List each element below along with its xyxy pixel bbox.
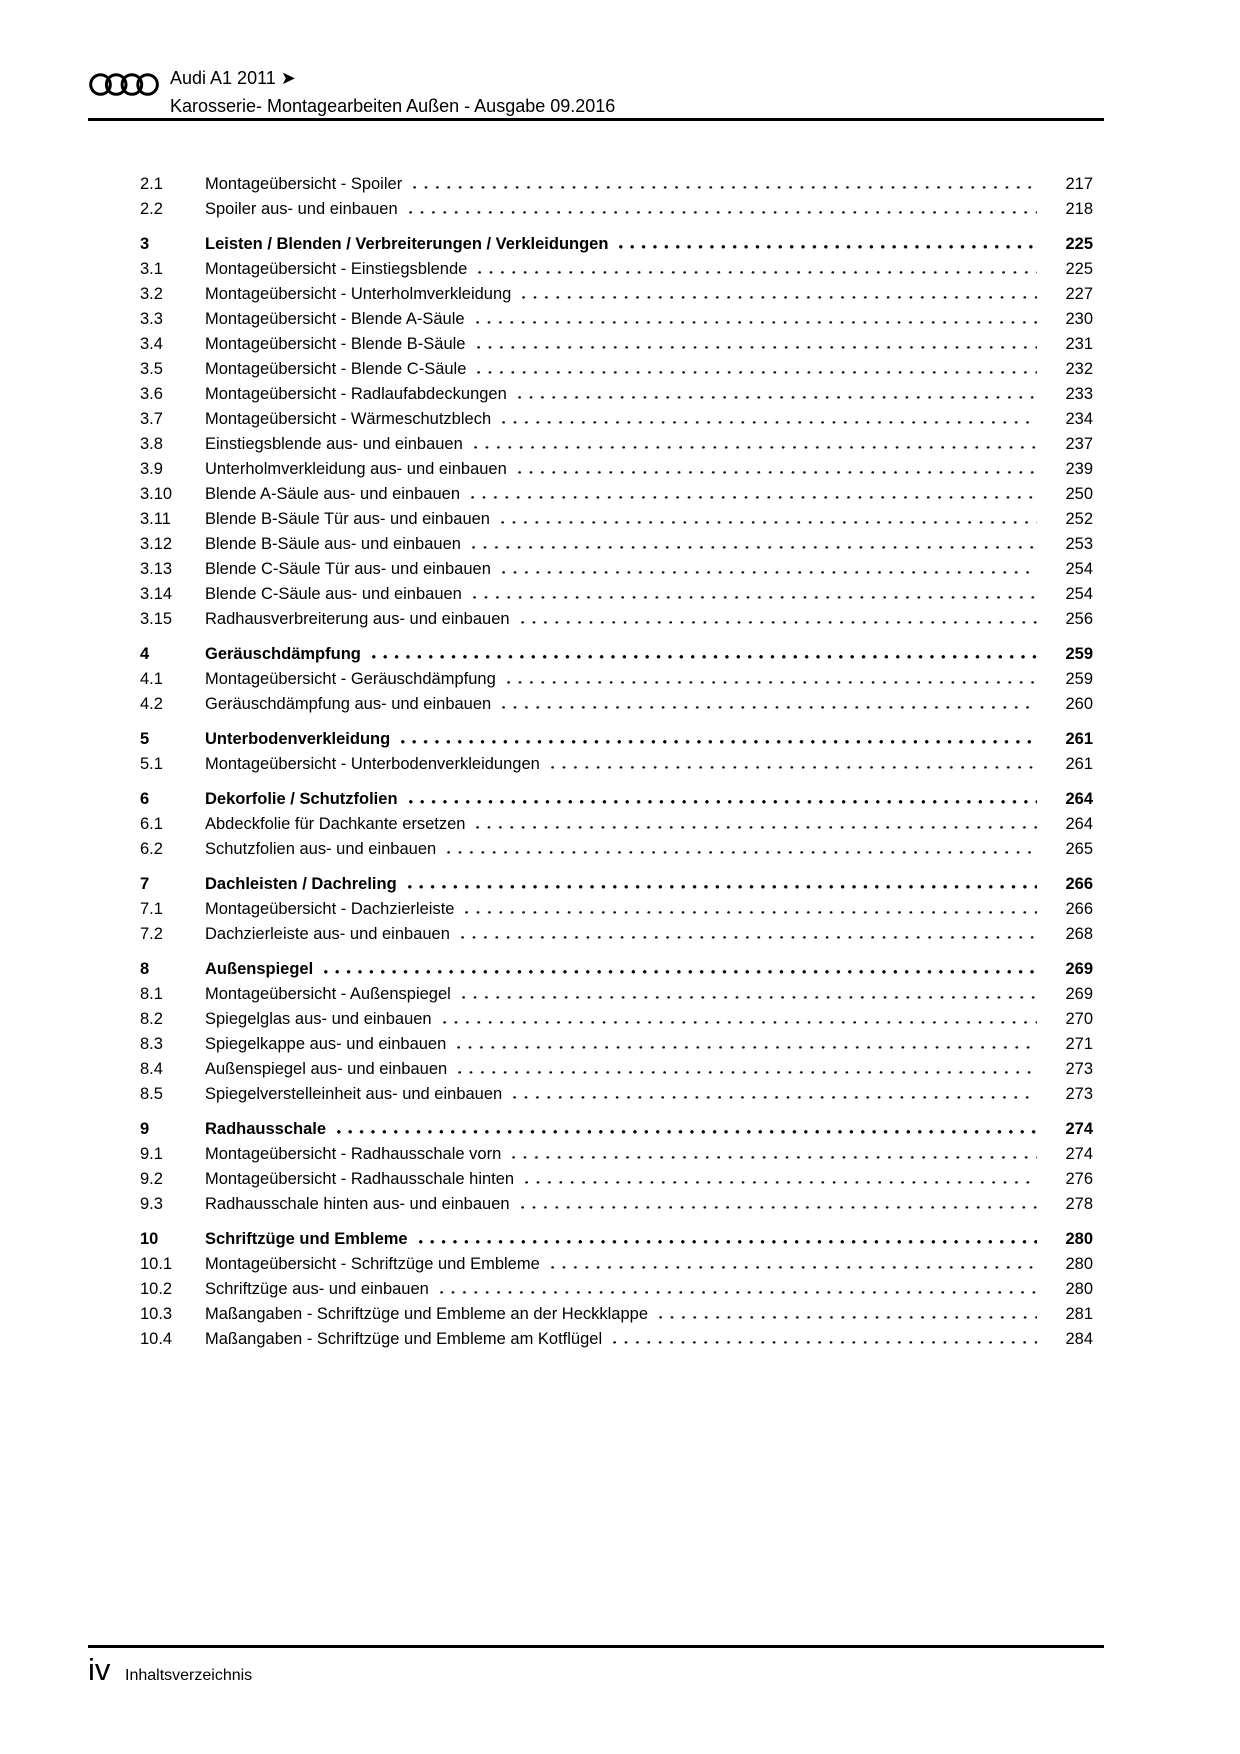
toc-entry-page: 274 [1065,1120,1093,1138]
toc-entry-page: 218 [1065,200,1093,218]
toc-entry-number: 5 [140,730,150,748]
toc-row [140,1192,1093,1217]
toc-row [140,922,1093,947]
toc-row [140,982,1093,1007]
toc-entry-number: 8.4 [140,1060,163,1078]
toc-entry-number: 8.3 [140,1035,163,1053]
toc-entry-title: Montageübersicht - Spoiler [205,175,403,193]
dot-leader [505,667,1037,692]
toc-row [140,532,1093,557]
dot-leader [445,837,1037,862]
toc-entry-title: Montageübersicht - Radlaufabdeckungen [205,385,507,403]
toc-entry-title: Geräuschdämpfung [205,645,361,663]
toc-entry-title: Einstiegsblende aus- und einbauen [205,435,463,453]
toc-entry-title: Montageübersicht - Blende B-Säule [205,335,466,353]
toc-entry-title: Unterholmverkleidung aus- und einbauen [205,460,507,478]
dot-leader [322,957,1037,982]
toc-entry-number: 2.1 [140,175,163,193]
dot-leader [500,692,1037,717]
toc-row [140,1032,1093,1057]
toc-entry-page: 276 [1065,1170,1093,1188]
toc-entry-number: 9.2 [140,1170,163,1188]
dot-leader [470,532,1037,557]
toc-entry-page: 273 [1065,1085,1093,1103]
toc-entry-page: 261 [1065,755,1093,773]
toc-entry-number: 3.3 [140,310,163,328]
toc-entry-page: 268 [1065,925,1093,943]
toc-entry-page: 278 [1065,1195,1093,1213]
toc-entry-title: Montageübersicht - Unterbodenverkleidungen [205,755,540,773]
toc-entry-page: 261 [1065,730,1093,748]
toc-entry-title: Spiegelglas aus- und einbauen [205,1010,432,1028]
toc-entry-page: 260 [1065,695,1093,713]
toc-row [140,727,1093,752]
toc-entry-title: Montageübersicht - Geräuschdämpfung [205,670,496,688]
toc-entry-page: 259 [1065,645,1093,663]
toc-entry-page: 252 [1065,510,1093,528]
toc-entry-title: Montageübersicht - Außenspiegel [205,985,451,1003]
toc-entry-number: 10.1 [140,1255,173,1273]
toc-entry-title: Schriftzüge und Embleme [205,1230,408,1248]
toc-row [140,197,1093,222]
toc-entry-title: Montageübersicht - Unterholmverkleidung [205,285,512,303]
toc-row [140,1252,1093,1277]
toc-entry-page: 280 [1065,1230,1093,1248]
toc-row [140,257,1093,282]
toc-entry-page: 284 [1065,1330,1093,1348]
dot-leader [472,432,1037,457]
toc-entry-number: 10 [140,1230,159,1248]
audi-rings-icon [89,71,159,98]
dot-leader [471,582,1037,607]
toc-entry-page: 227 [1065,285,1093,303]
toc-row [140,1007,1093,1032]
dot-leader [500,407,1037,432]
toc-entry-title: Blende B-Säule Tür aus- und einbauen [205,510,490,528]
dot-leader [657,1302,1037,1327]
toc-row [140,457,1093,482]
toc-entry-title: Radhausschale hinten aus- und einbauen [205,1195,510,1213]
toc-entry-page: 234 [1065,410,1093,428]
dot-leader [549,1252,1037,1277]
dot-leader [459,922,1037,947]
toc-row [140,1302,1093,1327]
toc-row [140,507,1093,532]
toc-row [140,752,1093,777]
toc-row [140,607,1093,632]
toc-row [140,1082,1093,1107]
toc-entry-number: 3.8 [140,435,163,453]
toc-entry-page: 232 [1065,360,1093,378]
toc-entry-title: Schutzfolien aus- und einbauen [205,840,437,858]
toc-row [140,232,1093,257]
toc-row [140,432,1093,457]
dot-leader [475,357,1037,382]
toc-entry-title: Spiegelverstelleinheit aus- und einbauen [205,1085,503,1103]
toc-row [140,172,1093,197]
toc-entry-page: 273 [1065,1060,1093,1078]
toc-row [140,1227,1093,1252]
toc-entry-page: 269 [1065,985,1093,1003]
toc-entry-number: 3.11 [140,510,171,528]
toc-entry-number: 7.1 [140,900,163,918]
toc-entry-page: 256 [1065,610,1093,628]
dot-leader [455,1032,1037,1057]
dot-leader [370,642,1037,667]
dot-leader [516,457,1037,482]
toc-row [140,787,1093,812]
dot-leader [456,1057,1037,1082]
toc-entry-title: Blende A-Säule aus- und einbauen [205,485,461,503]
toc-entry-title: Blende C-Säule aus- und einbauen [205,585,462,603]
dot-leader [475,332,1038,357]
toc-entry-number: 3.12 [140,535,173,553]
toc-entry-number: 3.5 [140,360,163,378]
dot-leader [474,307,1037,332]
dot-leader [519,1192,1037,1217]
toc-entry-number: 8.2 [140,1010,163,1028]
toc-entry-page: 230 [1065,310,1093,328]
toc-entry-page: 264 [1065,815,1093,833]
dot-leader [519,607,1037,632]
toc-row [140,582,1093,607]
toc-entry-number: 9.3 [140,1195,163,1213]
toc-entry-title: Maßangaben - Schriftzüge und Embleme am Kotflügel [205,1330,603,1348]
toc-entry-page: 239 [1065,460,1093,478]
toc-entry-number: 3.10 [140,485,173,503]
toc-row [140,357,1093,382]
toc-entry-title: Montageübersicht - Blende C-Säule [205,360,467,378]
toc-row [140,1277,1093,1302]
toc-entry-title: Abdeckfolie für Dachkante ersetzen [205,815,466,833]
dot-leader [406,872,1037,897]
toc-entry-page: 280 [1065,1255,1093,1273]
toc-row [140,642,1093,667]
toc-entry-title: Maßangaben - Schriftzüge und Embleme an der Heckklappe [205,1305,648,1323]
toc-entry-page: 271 [1065,1035,1093,1053]
toc-entry-page: 231 [1065,335,1093,353]
footer-section-label: Inhaltsverzeichnis [125,1667,253,1684]
toc-entry-title: Unterbodenverkleidung [205,730,391,748]
toc-entry-number: 7 [140,875,150,893]
toc-entry-title: Montageübersicht - Radhausschale vorn [205,1145,502,1163]
dot-leader [520,282,1037,307]
toc-entry-number: 5.1 [140,755,163,773]
dot-leader [499,507,1037,532]
toc-entry-title: Blende B-Säule aus- und einbauen [205,535,461,553]
toc-entry-number: 8 [140,960,150,978]
toc-entry-number: 3.1 [140,260,163,278]
toc-entry-number: 3.13 [140,560,173,578]
toc-entry-title: Dachleisten / Dachreling [205,875,397,893]
toc-entry-page: 250 [1065,485,1093,503]
toc-row [140,812,1093,837]
toc-entry-title: Montageübersicht - Wärmeschutzblech [205,410,492,428]
toc-entry-number: 3.2 [140,285,163,303]
toc-entry-title: Radhausschale [205,1120,327,1138]
footer-divider [88,1645,1104,1648]
toc-entry-page: 225 [1065,260,1093,278]
toc-entry-number: 4.2 [140,695,163,713]
toc-entry-page: 254 [1065,560,1093,578]
toc-entry-title: Montageübersicht - Schriftzüge und Embleme [205,1255,540,1273]
toc-entry-page: 280 [1065,1280,1093,1298]
toc-entry-title: Dekorfolie / Schutzfolien [205,790,398,808]
toc-entry-number: 4.1 [140,670,163,688]
dot-leader [510,1142,1037,1167]
toc-entry-number: 10.2 [140,1280,173,1298]
dot-leader [617,232,1037,257]
toc-row [140,1327,1093,1352]
dot-leader [399,727,1037,752]
toc-row [140,1057,1093,1082]
toc-row [140,482,1093,507]
toc-entry-page: 237 [1065,435,1093,453]
toc-row [140,382,1093,407]
dot-leader [438,1277,1037,1302]
dot-leader [463,897,1037,922]
toc-entry-page: 269 [1065,960,1093,978]
dot-leader [511,1082,1037,1107]
toc-row [140,407,1093,432]
dot-leader [500,557,1037,582]
toc-entry-number: 6.1 [140,815,163,833]
table-of-contents [140,172,1093,1352]
toc-entry-title: Leisten / Blenden / Verbreiterungen / Verkleidungen [205,235,609,253]
toc-row [140,667,1093,692]
toc-entry-number: 3.14 [140,585,173,603]
toc-entry-number: 9 [140,1120,150,1138]
toc-entry-title: Spoiler aus- und einbauen [205,200,398,218]
dot-leader [417,1227,1037,1252]
header-model-line: Audi A1 2011 ➤ [170,68,296,88]
toc-entry-number: 3.9 [140,460,163,478]
toc-entry-title: Blende C-Säule Tür aus- und einbauen [205,560,491,578]
toc-entry-page: 274 [1065,1145,1093,1163]
toc-entry-number: 8.1 [140,985,163,1003]
dot-leader [469,482,1037,507]
toc-entry-page: 254 [1065,585,1093,603]
toc-entry-page: 259 [1065,670,1093,688]
toc-entry-title: Außenspiegel aus- und einbauen [205,1060,448,1078]
toc-row [140,1117,1093,1142]
toc-entry-title: Geräuschdämpfung aus- und einbauen [205,695,492,713]
toc-entry-number: 9.1 [140,1145,163,1163]
header-subtitle: Karosserie- Montagearbeiten Außen - Ausgabe 09.2016 [170,96,616,116]
toc-entry-page: 265 [1065,840,1093,858]
header-text-block [170,64,615,120]
footer-page-number: iv [88,1652,111,1687]
toc-entry-title: Spiegelkappe aus- und einbauen [205,1035,447,1053]
dot-leader [407,197,1037,222]
toc-entry-number: 10.4 [140,1330,173,1348]
toc-entry-number: 3 [140,235,150,253]
toc-entry-number: 3.4 [140,335,163,353]
dot-leader [476,257,1037,282]
dot-leader [407,787,1037,812]
toc-row [140,872,1093,897]
toc-entry-title: Außenspiegel [205,960,314,978]
dot-leader [523,1167,1037,1192]
toc-row [140,307,1093,332]
toc-row [140,557,1093,582]
dot-leader [474,812,1037,837]
toc-entry-number: 3.6 [140,385,163,403]
toc-row [140,1142,1093,1167]
toc-row [140,957,1093,982]
toc-entry-number: 3.7 [140,410,163,428]
toc-row [140,1167,1093,1192]
dot-leader [411,172,1037,197]
toc-entry-page: 233 [1065,385,1093,403]
toc-row [140,897,1093,922]
toc-row [140,282,1093,307]
toc-entry-page: 270 [1065,1010,1093,1028]
dot-leader [549,752,1037,777]
toc-entry-number: 7.2 [140,925,163,943]
toc-row [140,332,1093,357]
toc-entry-page: 264 [1065,790,1093,808]
toc-entry-page: 266 [1065,875,1093,893]
toc-entry-title: Montageübersicht - Radhausschale hinten [205,1170,515,1188]
dot-leader [611,1327,1037,1352]
toc-entry-page: 281 [1065,1305,1093,1323]
toc-entry-number: 4 [140,645,150,663]
toc-entry-title: Montageübersicht - Dachzierleiste [205,900,455,918]
toc-entry-title: Montageübersicht - Blende A-Säule [205,310,465,328]
toc-entry-number: 3.15 [140,610,173,628]
toc-entry-title: Radhausverbreiterung aus- und einbauen [205,610,510,628]
toc-entry-title: Dachzierleiste aus- und einbauen [205,925,450,943]
dot-leader [335,1117,1037,1142]
toc-entry-title: Montageübersicht - Einstiegsblende [205,260,468,278]
toc-entry-number: 8.5 [140,1085,163,1103]
toc-entry-page: 217 [1065,175,1093,193]
toc-entry-number: 6 [140,790,150,808]
header-divider [88,118,1104,121]
toc-entry-page: 253 [1065,535,1093,553]
toc-entry-page: 225 [1065,235,1093,253]
dot-leader [516,382,1037,407]
toc-entry-title: Schriftzüge aus- und einbauen [205,1280,429,1298]
toc-entry-number: 2.2 [140,200,163,218]
toc-entry-number: 10.3 [140,1305,173,1323]
toc-row [140,692,1093,717]
dot-leader [460,982,1037,1007]
dot-leader [441,1007,1037,1032]
toc-entry-number: 6.2 [140,840,163,858]
toc-entry-page: 266 [1065,900,1093,918]
toc-row [140,837,1093,862]
